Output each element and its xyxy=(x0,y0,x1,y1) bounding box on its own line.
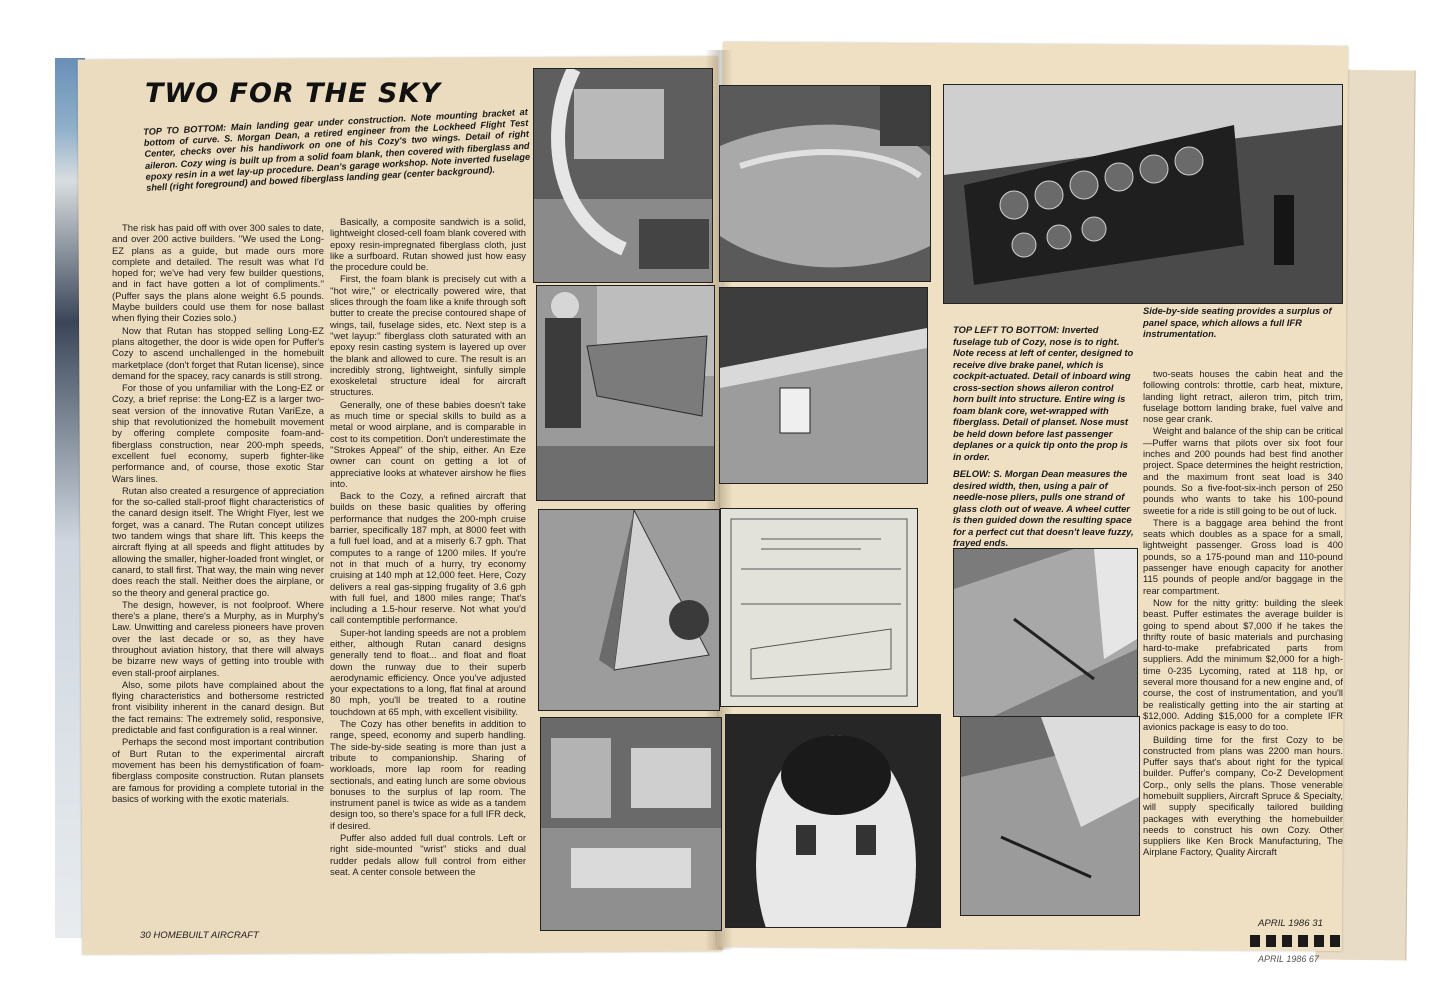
caption-side-by-side: Side-by-side seating provides a surplus of panel space, which allows a full IFR instrumentation. xyxy=(1143,305,1332,339)
caption-below: BELOW: S. Morgan Dean measures the desired width, then, using a pair of needle-nose pliers, pulls one strand of glass cloth out of weave. A wheel cutter is then guided down the resulting space for a perfect cut that doesn't leave fuzzy, frayed ends. xyxy=(953,468,1134,548)
paragraph: Back to the Cozy, a refined aircraft that builds on these basic qualities by offering performance that nudges the 200-mph cruise barrier, specifically 187 mph, at 8000 feet with a full fuel load, and at a miserly 6.7 gph. That computes to a range of 1200 miles. If you're not in that much of a hurry, try economy cruising at 140 mph at 12,000 feet. Here, Cozy delivers a real gas-sipping frugality of 3.6 gph with full fuel, and 1800 miles range; That's including a 1.5-hour reserve. Not what you'd call contemptible performance. xyxy=(330,490,526,626)
photo-wing-aileron xyxy=(538,509,720,711)
photo-instrument-panel xyxy=(943,84,1343,304)
paragraph: Puffer also added full dual controls. Left or right side-mounted ''wrist'' sticks and dual rudder pedals allow full control from either seat. A center console between the xyxy=(330,832,526,877)
folio-right: APRIL 1986 31 xyxy=(1258,918,1323,929)
paragraph: The Cozy has other benefits in addition to range, speed, economy and superb handling. The side-by-side seating is more than just a tribute to companionship. Sharing of workloads, more lap room for reading sectionals, and eating lunch are some obvious bonuses to the surplus of lap room. The instrument panel is twice as wide as a tandem design too, so there's space for a full IFR deck, if desired. xyxy=(330,718,526,831)
photo-planset xyxy=(720,508,918,707)
paragraph: two-seats houses the cabin heat and the following controls: throttle, carb heat, mixture, landing light retract, aileron trim, pitch trim, fuselage bottom landing brake, fuel valve and nose gear crank. xyxy=(1143,368,1343,425)
paragraph: Rutan also created a resurgence of appreciation for the so-called stall-proof flight characteristics of the canard design itself. The Wright Flyer, lest we forget, was a canard. The Rutan concept utilizes two tandem wings that share lift. This keeps the aircraft flying at all speeds and flight attitudes by allowing the smaller, higher-loaded front winglet, or canard, to stall first. That way, the main wing never does reach the stall. Neither does the airplane, or so the theory and general practice go. xyxy=(112,484,324,598)
paragraph: Basically, a composite sandwich is a solid, lightweight closed-cell foam blank covered with epoxy resin-impregnated fiberglass cloth, just like a surfboard. Rutan showed just how easy the procedure could be. xyxy=(330,216,526,273)
article-headline: TWO FOR THE SKY xyxy=(145,78,441,109)
paragraph: There is a baggage area behind the front seats which doubles as a space for a small, lightweight passenger. Gross load is 400 pounds, so a 175-pound man and 110-pound passenger have enough capacity for another 115 pounds of people and/or baggage in the rear compartment. xyxy=(1143,516,1343,596)
paragraph: For those of you unfamiliar with the Long-EZ or Cozy, a brief reprise: the Long-EZ is a larger two-seat version of the innovative Rutan VariEze, a ship that revolutionized the homebuilt movement by offering complete composite foam-and-fiberglass construction, near 200-mph speeds, excellent fuel economy, superb fighter-like performance and, of course, those exotic Star Wars lines. xyxy=(112,382,324,484)
photo-landing-gear xyxy=(533,68,713,283)
photo-wing-cross-section xyxy=(719,287,928,484)
paragraph: Now for the nitty gritty: building the sleek beast. Puffer estimates the average builder is going to spend about $7,000 if he takes the thrifty route of basic materials and purchasing hard-to-make prefabricated parts from suppliers. Add the minimum $2,000 for a high-time 0-235 Lycoming, rated at 118 hp, or several more thousand for a new engine and, of course, the cost of instrumentation, and you'll be realistically getting into the air starting at $12,000. Adding $15,000 for a complete IFR avionics package is easy to do too. xyxy=(1143,596,1343,733)
paragraph: The risk has paid off with over 300 sales to date, and over 200 active builders. ''We used the Long-EZ plans as a guide, but made ours more complete and detailed. The result was what I'd hoped for; we've had very few builder questions, and in fact have gotten a lot of compliments.'' (Puffer says the plans alone weight 6.5 pounds. Maybe builders could use them for nose ballast when flying their Cozies solo.) xyxy=(112,222,324,324)
edge-ruler-marks xyxy=(1250,935,1340,947)
text-column-2 xyxy=(330,216,526,931)
paragraph: Perhaps the second most important contribution of Burt Rutan to the experimental aircraft movement has been his demystification of foam-fiberglass composite construction. Rutan plansets are famous for providing a complete tutorial in the basics of working with the exotic materials. xyxy=(112,736,324,804)
caption-top-left-to-bottom: TOP LEFT TO BOTTOM: Inverted fuselage tub of Cozy, nose is to right. Note recess at left of center, designed to receive dive brake panel, which is cockpit-actuated. Detail of inboard wing cross-section shows aileron control horn built into structure. Entire wing is foam blank core, wet-wrapped with fiberglass. Detail of planset. Nose must be held down before last passenger deplanes or a quick tip onto the prop is in order. xyxy=(953,324,1134,462)
photo-builder-with-wing xyxy=(536,285,715,501)
paragraph: Also, some pilots have complained about the flying characteristics and bothersome restricted front visibility inherent in the canard design. But the fact remains: The extremely solid, responsive, predictable and fast configuration is a real winner. xyxy=(112,678,324,736)
text-column-1 xyxy=(112,222,324,922)
paragraph: The design, however, is not foolproof. Where there's a plane, there's a Murphy, as in Murphy's Law. Unwitting and careless pioneers have proven over the last decade or so, as they have throughout aviation history, that there will always be bizarre new ways of getting into trouble with even stall-proof airplanes. xyxy=(112,598,324,678)
photo-cutting-cloth xyxy=(960,716,1140,916)
photo-fuselage-tub xyxy=(719,85,931,282)
paragraph: Now that Rutan has stopped selling Long-EZ plans altogether, the door is wide open for Puffer's Cozy to ascend unchallenged in the homebuilt marketplace (don't forget that Rutan license), since demand for the spacey, racy canards is still strong. xyxy=(112,324,324,381)
paragraph: Generally, one of these babies doesn't take as much time or special skills to build as a metal or wood airplane, and is comparable in cost to its competition. Don't underestimate the ''Strokes Appeal'' of the ship, either. An Eze owner can count on getting a lot of appreciative looks at whatever airshow he flies into. xyxy=(330,398,526,489)
photo-measuring-cloth xyxy=(953,548,1138,717)
paragraph: First, the foam blank is precisely cut with a ''hot wire,'' or electrically powered wire, that slices through the foam like a knife through soft butter to create the precise contoured shape of wings, tail, fuselage sides, etc. Next step is a ''wet layup:'' fiberglass cloth saturated with an epoxy resin casting system is layered up over the blank and allowed to cure. The result is an incredibly strong, lightweight, sinfully simple exoskeletal structure ideal for aircraft structures. xyxy=(330,273,526,398)
paragraph: Super-hot landing speeds are not a problem either, although Rutan canard designs generally tend to float... and float and float down the runway due to their superb aerodynamic efficiency. Once you've adjusted your expectations to a long, flat final at around 80 mph, you'll be treated to a routine touchdown at 65 mph, with excellent visibility. xyxy=(330,626,526,717)
text-column-3 xyxy=(1143,368,1343,928)
photo-caption-deck: TOP TO BOTTOM: Main landing gear under construction. Note mounting bracket at bottom of curve. S. Morgan Dean, a retired engineer from the Lockheed Flight Test Center, checks over his handiwork on one of his Cozy's two wings. Detail of right aileron. Cozy wing is built up from a solid foam blank, then covered with fiberglass and epoxy resin in a wet lay-up procedure. Dean's garage workshop. Note inverted fuselage shell (right foreground) and bowed fiberglass landing gear (center background). xyxy=(143,106,531,193)
folio-left: 30 HOMEBUILT AIRCRAFT xyxy=(140,930,259,941)
paragraph: Weight and balance of the ship can be critical—Puffer warns that pilots over six foot four inches and 200 pounds had best find another project. Space determines the height restriction, and the maximum front seat load is 340 pounds. So a five-foot-six-inch person of 250 pounds who wants to take his 100-pound sweetie for a ride is still going to be out of luck. xyxy=(1143,425,1343,516)
photo-garage-workshop xyxy=(540,717,722,931)
photo-cozy-nose xyxy=(725,714,941,928)
paragraph: Building time for the first Cozy to be constructed from plans was 2200 man hours. Puffer says that's about right for the typical builder. Puffer's company, Co-Z Development Corp., only sells the plans. Those venerable homebuilt suppliers, Aircraft Spruce & Specialty, will supply specifically tailored building packages with everything the homebuilder needs to construct his own Cozy. Other suppliers like Ken Brock Manufacturing, The Airplane Factory, Quality Aircraft xyxy=(1143,733,1343,858)
folio-underlying-page: APRIL 1986 67 xyxy=(1258,954,1319,964)
